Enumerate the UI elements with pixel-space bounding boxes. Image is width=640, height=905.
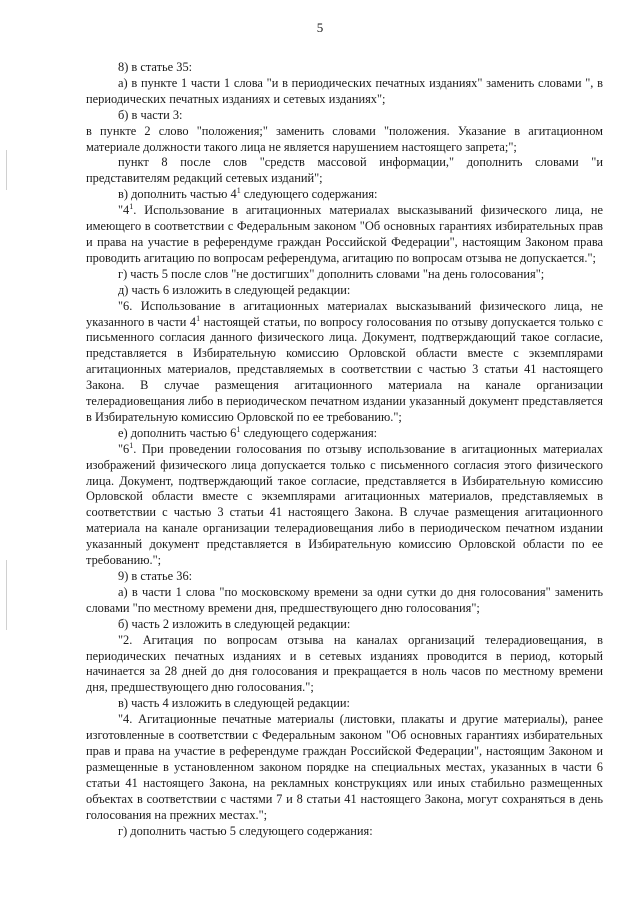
text-fragment: . Использование в агитационных материалах высказываний физического лица, не имеющего в соответствии с Федеральным законом "Об основных гарантиях избирательных прав и права на участие в референдуме граждан Российской Федерации", настоящим Законом права проводить агитацию по вопросам референдума, агитацию по вопросам отзыва не допускается."; [86, 203, 603, 265]
item-9v: в) часть 4 изложить в следующей редакции: [118, 696, 350, 711]
item-8v [86, 187, 603, 203]
superscript: 1 [196, 313, 201, 323]
superscript: 1 [129, 202, 134, 212]
document-body [86, 60, 603, 839]
item-8b-clause-2: в пункте 2 слово "положения;" заменить словами "положения. Указание в агитационном материале должности такого лица не является нарушением настоящего запрета;"; [86, 123, 603, 154]
text-fragment: . При проведении голосования по отзыву использование в агитационных материалах изображений физического лица допускается только с письменного согласия этого физического лица. Документ, подтверждающий такое согласие, представляется в Избирательную комиссию Орловской области вместе с экземплярами агитационных материалов, представляемых в соответствии с частью 3 статьи 41 настоящего Закона. В случае размещения агитационного материала на канале организации телерадиовещания либо в периодическом печатном издании указанный документ представляется в Избирательную комиссию Орловской области по ее требованию."; [86, 441, 603, 568]
text-fragment: следующего содержания: [240, 425, 378, 440]
item-8g: г) часть 5 после слов "не достигших" дополнить словами "на день голосования"; [118, 266, 545, 281]
text-fragment: "6. Использование в агитационных материалах высказываний физического лица, не указанного в части 4 [86, 298, 603, 329]
item-9a: а) в части 1 слова "по московскому времени за одни сутки до дня голосования" заменить словами "по местному времени дня, предшествующего дню голосования"; [86, 584, 603, 615]
text-fragment: е) дополнить частью 6 [118, 425, 237, 440]
item-8d: д) часть 6 изложить в следующей редакции: [118, 282, 351, 297]
superscript: 1 [236, 186, 241, 196]
page-number: 5 [316, 20, 324, 35]
text-fragment: следующего содержания: [240, 187, 378, 202]
item-8b-clause-8: пункт 8 после слов "средств массовой информации," дополнить словами "и представителям редакций сетевых изданий"; [86, 155, 603, 186]
part-2-text: "2. Агитация по вопросам отзыва на каналах организаций телерадиовещания, в периодических печатных изданиях и в сетевых изданиях проводится в период, который начинается за 28 дней до дня голосования и прекращается в ноль часов по местному времени дня, предшествующего дню голосования."; [86, 632, 603, 695]
margin-mark-top [6, 150, 7, 190]
part-6-1-text [86, 442, 603, 569]
item-8: 8) в статье 35: [118, 60, 193, 74]
text-fragment: "4 [118, 203, 130, 218]
item-9g: г) дополнить частью 5 следующего содержания: [118, 823, 373, 838]
margin-mark-bottom [6, 560, 7, 630]
part-4-text: "4. Агитационные печатные материалы (листовки, плакаты и другие материалы), ранее изготовленные в соответствии с Федеральным законом "Об основных гарантиях избирательных прав и права на участие в референдуме граждан Российской Федерации", настоящим Законом и размещенные в установленном законом порядке на специальных местах, указанных в части 6 статьи 41 настоящего Закона, на рекламных конструкциях или иных стабильно размещенных объектах в соответствии с частями 7 и 8 статьи 41 настоящего Закона, могут сохраняться в день голосования на прежних местах."; [86, 712, 603, 822]
superscript: 1 [236, 424, 241, 434]
item-8a: а) в пункте 1 части 1 слова "и в периодических печатных изданиях" заменить словами ", в периодических печатных изданиях и сетевых изданиях"; [86, 75, 603, 106]
text-fragment: в) дополнить частью 4 [118, 187, 237, 202]
item-8e [86, 426, 603, 442]
text-fragment: "6 [118, 441, 130, 456]
item-9b: б) часть 2 изложить в следующей редакции: [118, 616, 351, 631]
text-fragment: настоящей статьи, по вопросу голосования по отзыву допускается только с письменного согласия данного физического лица. Документ, подтверждающий такое согласие, представляется в Избирательную комиссию Орловской области вместе с экземплярами агитационных материалов, представляемых в соответствии с частью 3 статьи 41 настоящего Закона. В случае размещения агитационного материала на канале организации телерадиовещания либо в периодическом печатном издании указанный документ представляется в Избирательную комиссию Орловской по ее требованию."; [86, 314, 603, 424]
part-6-text [86, 299, 603, 426]
item-8b: б) в части 3: [118, 107, 183, 122]
item-9: 9) в статье 36: [118, 569, 193, 583]
part-4-1-text [86, 203, 603, 267]
superscript: 1 [129, 440, 134, 450]
